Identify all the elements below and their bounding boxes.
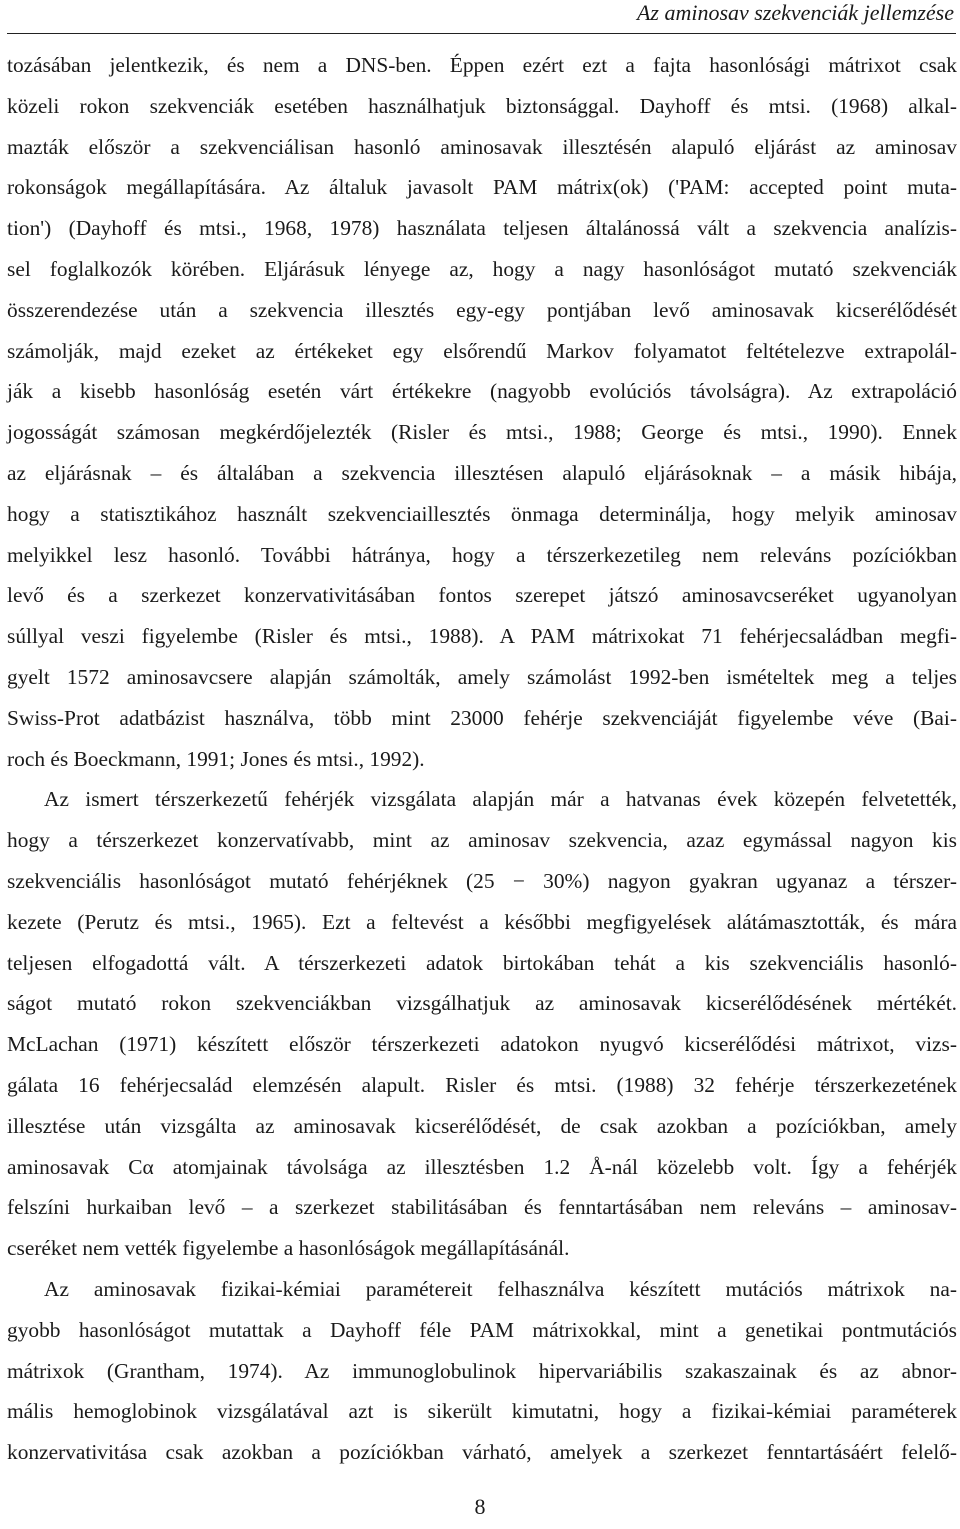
text-line: tion') (Dayhoff és mtsi., 1968, 1978) használata teljesen általánossá vált a szekvencia analízis- xyxy=(7,216,957,241)
text-line: hogy a statisztikához használt szekvenciaillesztés önmaga determinálja, hogy melyik aminosav xyxy=(7,501,957,526)
text-line: teljesen elfogadottá vált. A térszerkezeti adatok birtokában tehát a kis szekvenciális hasonló- xyxy=(7,950,957,975)
text-line: közeli rokon szekvenciák esetében használhatjuk biztonsággal. Dayhoff és mtsi. (1968) alkal- xyxy=(7,93,957,118)
text-line: kezete (Perutz és mtsi., 1965). Ezt a feltevést a későbbi megfigyelések alátámasztották, és mára xyxy=(7,909,957,934)
text-line: konzervativitása csak azokban a pozíciókban várható, amelyek a szerkezet fenntartásáért felelő- xyxy=(7,1440,957,1465)
text-line: gálata 16 fehérjecsalád elemzésén alapult. Risler és mtsi. (1988) 32 fehérje térszerkezetének xyxy=(7,1073,957,1097)
text-line: az eljárásnak – és általában a szekvencia illesztésen alapuló eljárásoknak – a másik hibája, xyxy=(7,461,957,485)
text-line: melyikkel lesz hasonló. További hátránya, hogy a térszerkezetileg nem releváns pozíciókban xyxy=(7,542,957,567)
text-line: levő és a szerkezet konzervativitásában fontos szerepet játszó aminosavcseréket ugyanolyan xyxy=(7,583,957,608)
text-line: ságot mutató rokon szekvenciákban vizsgálhatjuk az aminosavak kicserélődésének mértékét. xyxy=(7,991,957,1016)
running-header-title: Az aminosav szekvenciák jellemzése xyxy=(636,0,954,25)
running-header xyxy=(0,0,960,38)
text-line: gyobb hasonlóságot mutattak a Dayhoff féle PAM mátrixokkal, mint a genetikai pontmutációs xyxy=(7,1317,957,1342)
text-line: illesztése után vizsgálta az aminosavak kicserélődését, de csak azokban a pozíciókban, amely xyxy=(7,1113,957,1138)
text-line: gyelt 1572 aminosavcsere alapján számolták, amely számolást 1992-ben ismételtek meg a teljes xyxy=(7,665,957,689)
text-line: aminosavak Cα atomjainak távolsága az illesztésben 1.2 Å-nál közelebb volt. Így a fehérjék xyxy=(7,1154,957,1179)
text-line: számolják, majd ezeket az értékeket egy elsőrendű Markov folyamatot feltételezve extrapolál- xyxy=(7,338,957,363)
text-line: cseréket nem vették figyelembe a hasonlóságok megállapításánál. xyxy=(7,1236,570,1261)
text-line: tozásában jelentkezik, és nem a DNS-ben. Éppen ezért ezt a fajta hasonlósági mátrixot csak xyxy=(7,53,957,77)
text-line: mazták először a szekvenciálisan hasonló aminosavak illesztésén alapuló eljárást az aminosav xyxy=(7,134,957,159)
text-line: roch és Boeckmann, 1991; Jones és mtsi., 1992). xyxy=(7,746,425,771)
text-line: mális hemoglobinok vizsgálatával azt is sikerült kimutatni, hogy a fizikai-kémiai paraméterek xyxy=(7,1399,957,1424)
text-line: mátrixok (Grantham, 1974). Az immunoglobulinok hipervariábilis szakaszainak és az abnor- xyxy=(7,1358,957,1383)
page-number: 8 xyxy=(474,1494,486,1519)
text-line: sel foglalkozók körében. Eljárásuk lényege az, hogy a nagy hasonlóságot mutató szekvenciák xyxy=(7,257,957,281)
text-line: rokonságok megállapítására. Az általuk javasolt PAM mátrix(ok) ('PAM: accepted point muta- xyxy=(7,175,957,200)
text-line: összerendezése után a szekvencia illesztés egy-egy pontjában levő aminosavak kicserélődését xyxy=(7,297,957,322)
text-line: ják a kisebb hasonlóság esetén várt értékekre (nagyobb evolúciós távolságra). Az extrapoláció xyxy=(7,379,957,404)
text-line: Swiss-Prot adatbázist használva, több mint 23000 fehérje szekvenciáját figyelembe véve (Bai- xyxy=(7,705,957,730)
text-line: felszíni hurkaiban levő – a szerkezet stabilitásában és fenntartásában nem releváns – aminosav- xyxy=(7,1195,957,1220)
text-line: szekvenciális hasonlóságot mutató fehérjéknek (25 − 30%) nagyon gyakran ugyanaz a térszer- xyxy=(7,869,957,893)
text-line: hogy a térszerkezet konzervatívabb, mint az aminosav szekvencia, azaz egymással nagyon kis xyxy=(7,828,957,853)
text-line: McLachan (1971) készített először térszerkezeti adatokon nyugvó kicserélődési mátrixot, vizs- xyxy=(7,1032,957,1057)
text-line: súllyal veszi figyelembe (Risler és mtsi., 1988). A PAM mátrixokat 71 fehérjecsaládban megfi- xyxy=(7,624,957,649)
text-line: jogosságát számosan megkérdőjelezték (Risler és mtsi., 1988; George és mtsi., 1990). Ennek xyxy=(7,420,957,445)
text-line: Az ismert térszerkezetű fehérjék vizsgálata alapján már a hatvanas évek közepén felvetették, xyxy=(44,787,957,812)
text-line: Az aminosavak fizikai-kémiai paramétereit felhasználva készített mutációs mátrixok na- xyxy=(44,1277,957,1301)
header-rule xyxy=(7,33,956,34)
